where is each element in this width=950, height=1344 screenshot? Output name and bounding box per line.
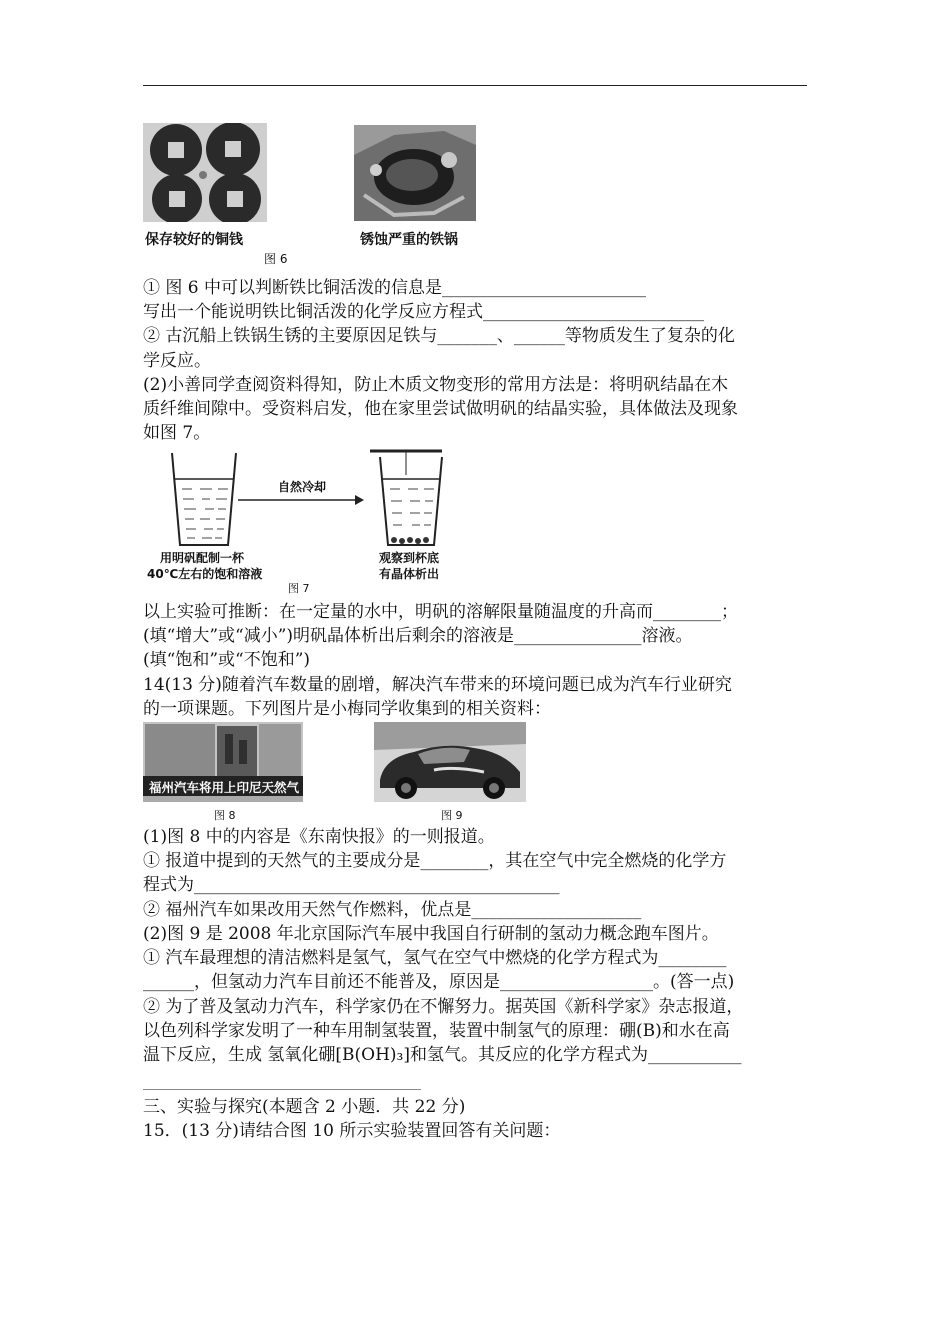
crystallization-diagram	[150, 445, 450, 555]
text-line: 写出一个能说明铁比铜活泼的化学反应方程式__________________________	[143, 302, 704, 322]
text-line: (填“增大”或“减小”)明矾晶体析出后剩余的溶液是_______________溶液。	[143, 626, 693, 646]
text-line: 程式为___________________________________________	[143, 875, 560, 895]
text-line: (填“饱和”或“不饱和”)	[143, 650, 311, 670]
text-line: ① 汽车最理想的清洁燃料是氢气，氢气在空气中燃烧的化学方程式为________	[143, 948, 727, 968]
copper-coins-image	[143, 123, 267, 222]
text-line: ② 为了普及氢动力汽车，科学家仍在不懈努力。据英国《新科学家》杂志报道，	[143, 997, 744, 1017]
fig7-arrow-label: 自然冷却	[278, 480, 327, 494]
fig6-left-caption: 保存较好的铜钱	[145, 232, 243, 248]
text-line: ① 报道中提到的天然气的主要成分是________，其在空气中完全燃烧的化学方	[143, 851, 727, 871]
fig9-label: 图 9	[441, 809, 463, 822]
text-line: 以色列科学家发明了一种车用制氢装置，装置中制氢气的原理：硼(B)和水在高	[143, 1021, 730, 1041]
fig6-label: 图 6	[264, 252, 288, 266]
text-line: 温下反应，生成 氢氧化硼[B(OH)₃]和氢气。其反应的化学方程式为___________	[143, 1045, 742, 1065]
text-line: 以上实验可推断：在一定量的水中，明矾的溶解限量随温度的升高而________；	[143, 602, 738, 622]
text-line: ① 图 6 中可以判断铁比铜活泼的信息是________________________	[143, 278, 647, 298]
fig7-right-caption-1: 观察到杯底	[379, 551, 440, 565]
copper-coins-photo	[143, 123, 267, 222]
fig8-headline: 福州汽车将用上印尼天然气	[149, 780, 300, 795]
newspaper-clipping-photo	[143, 722, 303, 802]
fig6-right-caption: 锈蚀严重的铁锅	[360, 232, 458, 248]
question-15: 15．(13 分)请结合图 10 所示实验装置回答有关问题：	[143, 1121, 561, 1141]
header-rule	[143, 85, 807, 86]
text-line: 质纤维间隙中。受资料启发，他在家里尝试做明矾的结晶实验，具体做法及现象	[143, 399, 738, 419]
text-line: ______，但氢动力汽车目前还不能普及，原因是__________________。(答一点)	[143, 972, 735, 992]
text-line: 14(13 分)随着汽车数量的剧增，解决汽车带来的环境问题已成为汽车行业研究	[143, 675, 732, 695]
hydrogen-sports-car-photo	[374, 722, 526, 802]
answer-blank-line	[143, 1089, 421, 1090]
fig7-left-caption-2: 40℃左右的饱和溶液	[147, 567, 263, 581]
iron-pot-image	[354, 125, 476, 221]
text-line: (2)小善同学查阅资料得知，防止木质文物变形的常用方法是：将明矾结晶在木	[143, 375, 729, 395]
fig7-label: 图 7	[288, 582, 310, 595]
text-line: 的一项课题。下列图片是小梅同学收集到的相关资料：	[143, 699, 551, 719]
text-line: 学反应。	[143, 351, 211, 371]
fig8-label: 图 8	[214, 809, 236, 822]
text-line: (2)图 9 是 2008 年北京国际汽车展中我国自行研制的氢动力概念跑车图片。	[143, 924, 719, 944]
text-line: ② 福州汽车如果改用天然气作燃料，优点是____________________	[143, 900, 642, 920]
text-line: (1)图 8 中的内容是《东南快报》的一则报道。	[143, 827, 495, 847]
section-heading: 三、实验与探究(本题含 2 小题．共 22 分)	[143, 1097, 466, 1117]
fig7-right-caption-2: 有晶体析出	[379, 567, 440, 581]
text-line: ② 古沉船上铁锅生锈的主要原因足铁与_______、______等物质发生了复杂的化	[143, 326, 735, 346]
text-line: 如图 7。	[143, 423, 211, 443]
sports-car-image	[374, 722, 526, 802]
fig7-left-caption-1: 用明矾配制一杯	[160, 551, 245, 565]
rusty-iron-pot-photo	[354, 125, 476, 221]
